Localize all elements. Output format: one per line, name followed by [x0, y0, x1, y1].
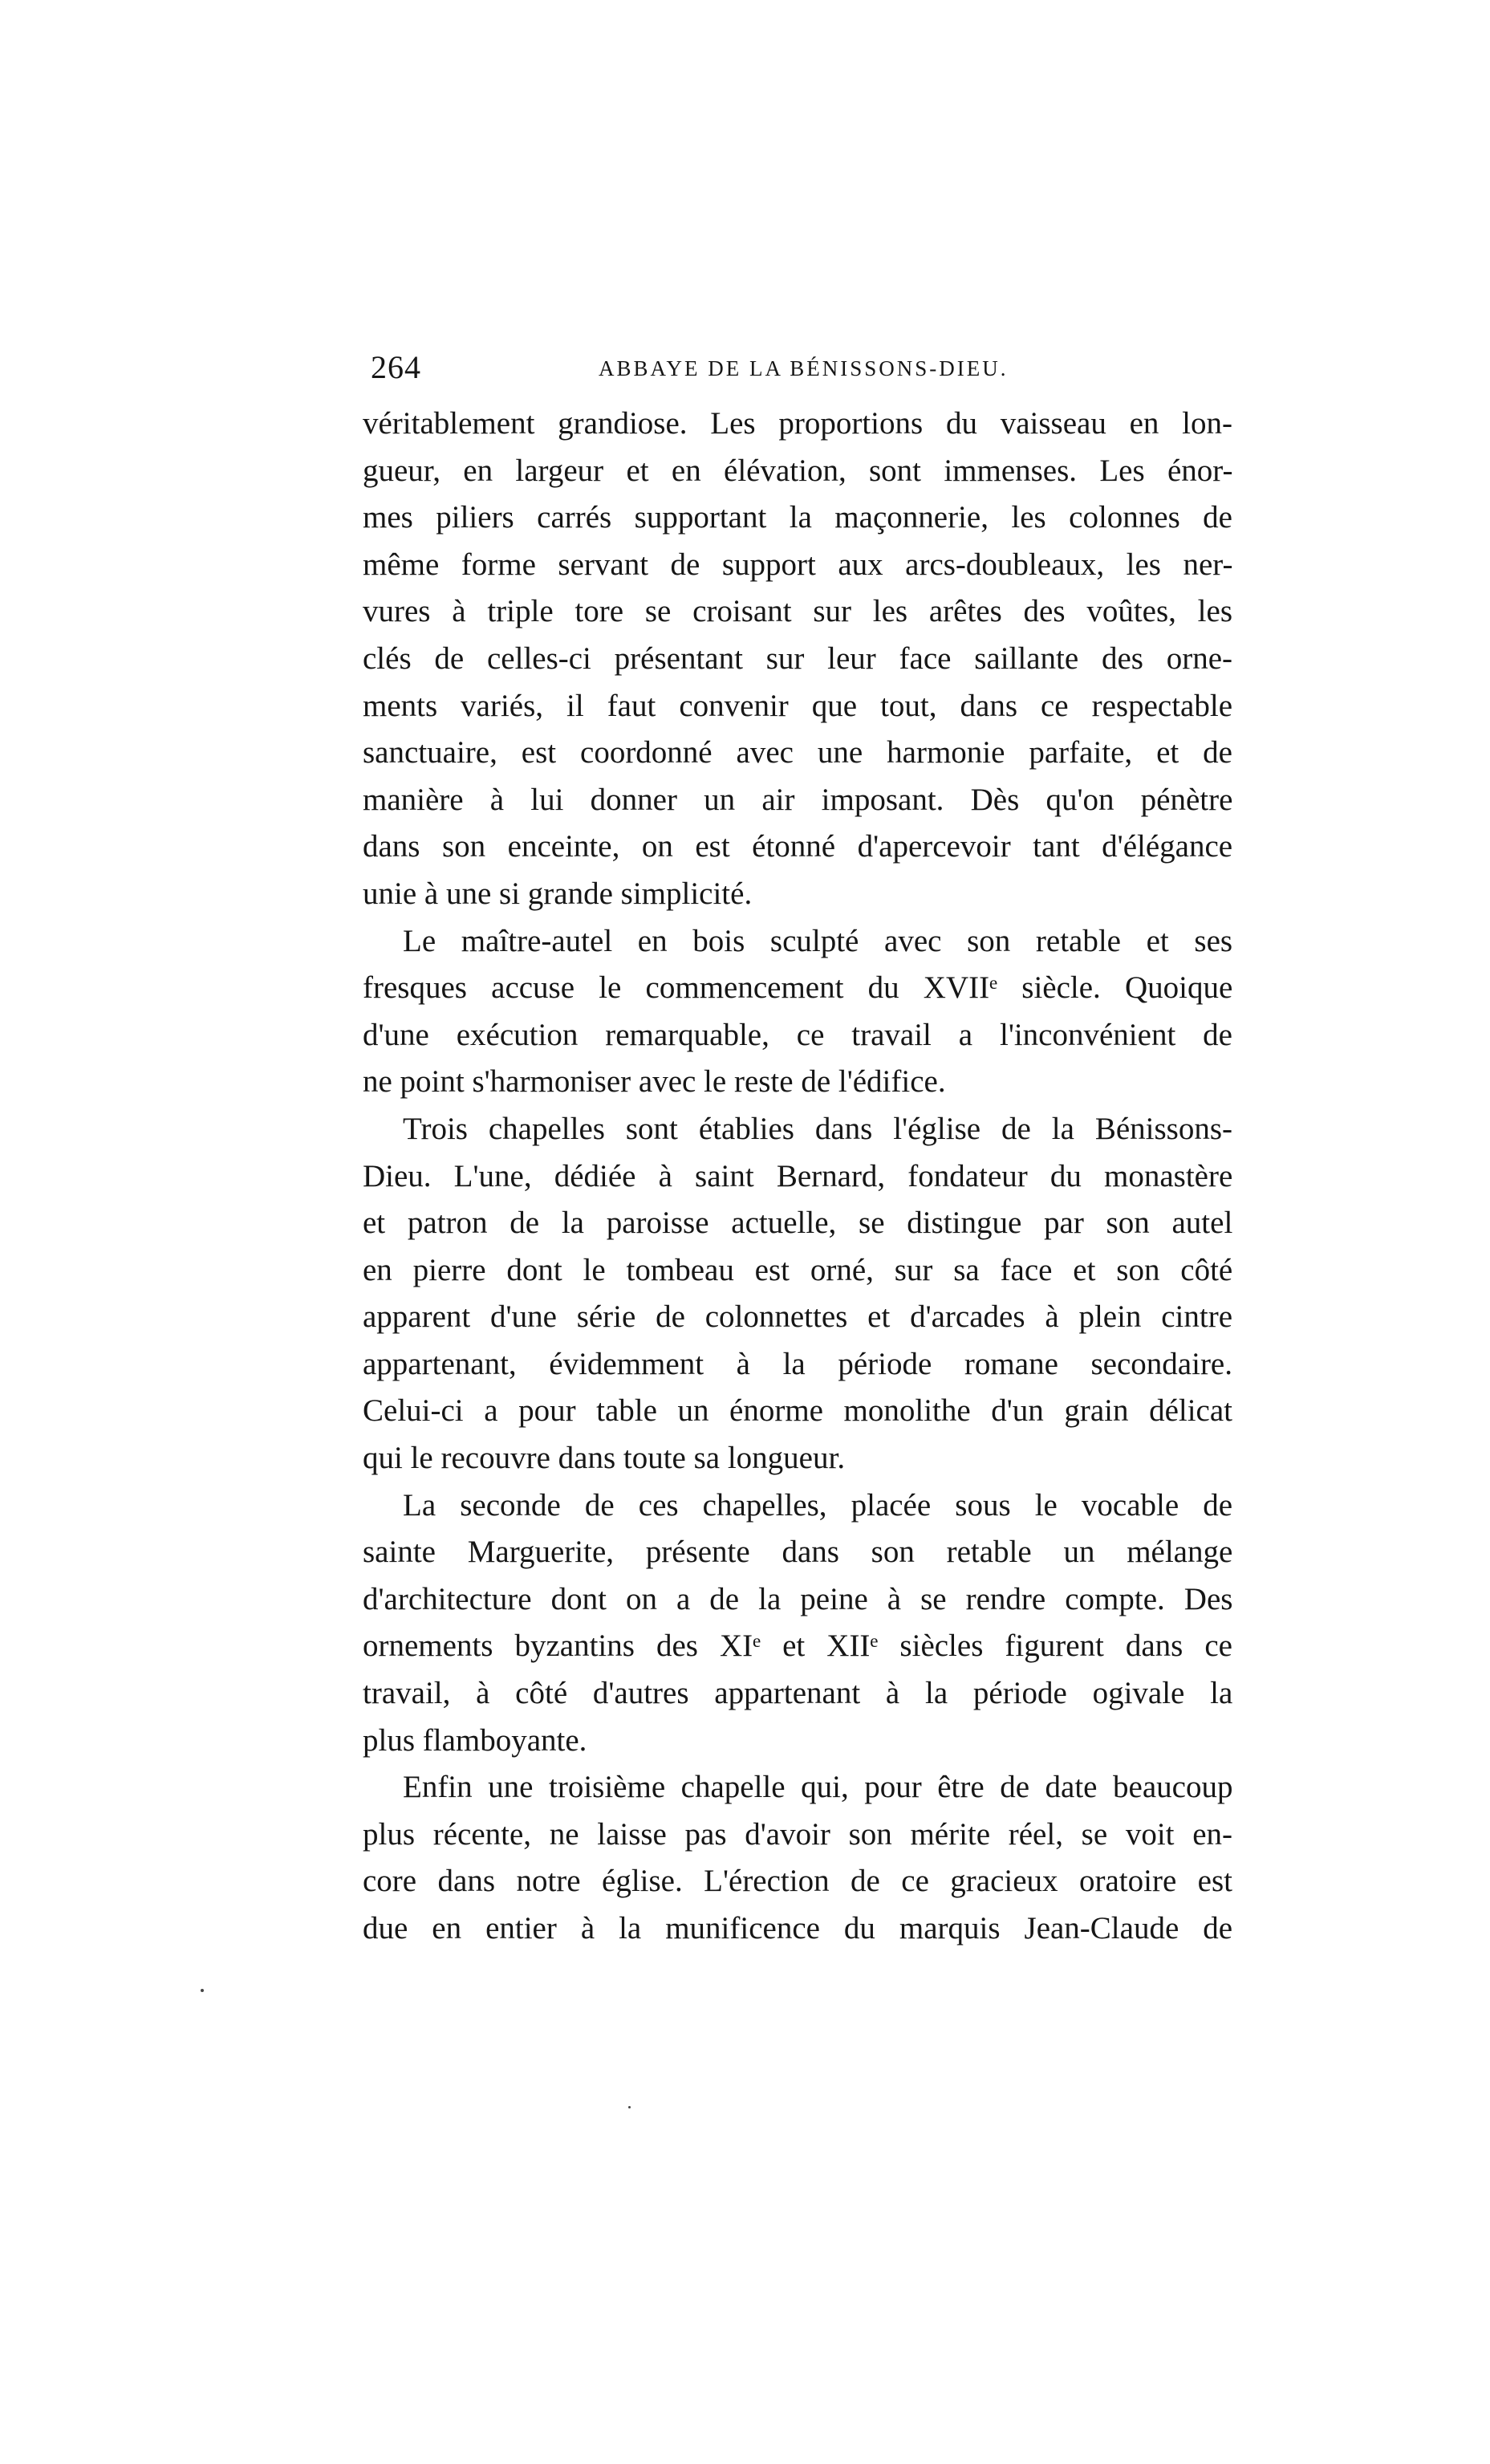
text-line: ments variés, il faut convenir que tout, dans ce respectable — [363, 688, 1232, 723]
paragraph-1 — [363, 401, 1232, 918]
text-line: même forme servant de support aux arcs-doubleaux, les ner- — [363, 547, 1233, 582]
text-line: vures à triple tore se croisant sur les arêtes des voûtes, les — [363, 594, 1232, 629]
text-line: travail, à côté d'autres appartenant à la période ogivale la — [363, 1676, 1233, 1711]
text-line: due en entier à la munificence du marquis Jean-Claude de — [363, 1911, 1233, 1946]
text-line: dans son enceinte, on est étonné d'apercevoir tant d'élégance — [363, 829, 1233, 864]
text-line: d'une exécution remarquable, ce travail a l'inconvénient de — [363, 1017, 1232, 1052]
paragraph-2 — [363, 918, 1232, 1106]
text-line: d'architecture dont on a de la peine à se rendre compte. Des — [363, 1581, 1233, 1616]
text-line: core dans notre église. L'érection de ce gracieux oratoire est — [363, 1864, 1232, 1899]
text-line: Le maître-autel en bois sculpté avec son retable et ses — [403, 923, 1233, 958]
text-line: Trois chapelles sont établies dans l'église de la Bénissons- — [403, 1111, 1232, 1146]
text-line: plus flamboyante. — [363, 1722, 587, 1758]
running-head — [371, 344, 1239, 392]
paragraph-5 — [363, 1764, 1232, 1952]
text-line: Dieu. L'une, dédiée à saint Bernard, fondateur du monastère — [363, 1158, 1233, 1193]
running-title: ABBAYE DE LA BÉNISSONS-DIEU. — [599, 356, 1009, 380]
text-line: mes piliers carrés supportant la maçonnerie, les colonnes de — [363, 500, 1232, 535]
text-line: qui le recouvre dans toute sa longueur. — [363, 1441, 846, 1476]
text-line: sainte Marguerite, présente dans son retable un mélange — [363, 1535, 1233, 1570]
text-line: plus récente, ne laisse pas d'avoir son mérite réel, se voit en- — [363, 1816, 1232, 1852]
scan-speck — [201, 1989, 204, 1992]
text-line: La seconde de ces chapelles, placée sous le vocable de — [403, 1487, 1233, 1523]
text-line: et patron de la paroisse actuelle, se distingue par son autel — [363, 1206, 1233, 1241]
text-line: ne point s'harmoniser avec le reste de l'édifice. — [363, 1064, 946, 1100]
text-line: gueur, en largeur et en élévation, sont immenses. Les énor- — [363, 453, 1233, 488]
text-line: en pierre dont le tombeau est orné, sur sa face et son côté — [363, 1252, 1233, 1287]
paragraph-4 — [363, 1482, 1232, 1765]
paragraph-3 — [363, 1106, 1232, 1482]
text-line: fresques accuse le commencement du XVIIᵉ siècle. Quoique — [363, 970, 1233, 1006]
text-line: clés de celles-ci présentant sur leur face saillante des orne- — [363, 640, 1232, 676]
text-line: Celui-ci a pour table un énorme monolithe d'un grain délicat — [363, 1393, 1232, 1429]
scan-speck — [628, 2106, 631, 2108]
text-line: unie à une si grande simplicité. — [363, 876, 753, 911]
text-line: sanctuaire, est coordonné avec une harmonie parfaite, et de — [363, 735, 1232, 771]
text-line: appartenant, évidemment à la période romane secondaire. — [363, 1346, 1232, 1381]
body-text — [363, 401, 1232, 1953]
text-line: ornements byzantins des XIᵉ et XIIᵉ siècles figurent dans ce — [363, 1628, 1232, 1664]
text-line: Enfin une troisième chapelle qui, pour être de date beaucoup — [403, 1770, 1233, 1805]
text-line: apparent d'une série de colonnettes et d'arcades à plein cintre — [363, 1299, 1232, 1335]
page-number: 264 — [371, 349, 421, 385]
text-line: manière à lui donner un air imposant. Dès qu'on pénètre — [363, 782, 1233, 817]
text-line: véritablement grandiose. Les proportions du vaisseau en lon- — [363, 406, 1232, 441]
